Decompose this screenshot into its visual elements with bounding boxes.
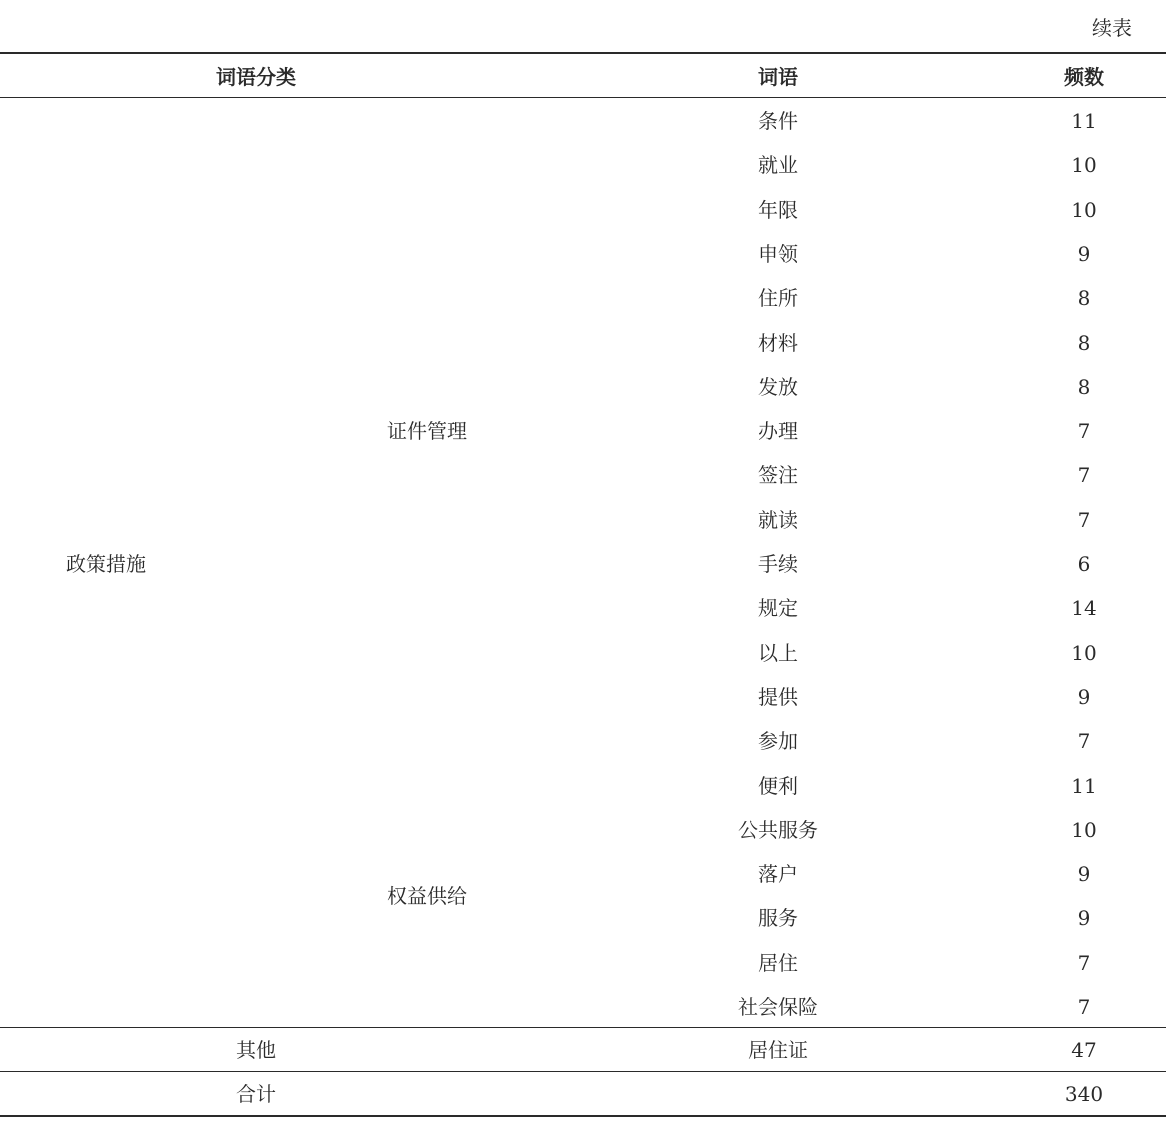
header-rule — [0, 97, 1166, 98]
word-cell: 申领 — [758, 242, 798, 266]
frequency-cell: 9 — [1077, 685, 1091, 709]
word-cell: 年限 — [758, 198, 798, 222]
top-rule — [0, 52, 1166, 54]
frequency-cell: 10 — [1071, 818, 1097, 842]
frequency-cell: 9 — [1077, 906, 1091, 930]
frequency-cell: 7 — [1077, 508, 1091, 532]
word-cell: 以上 — [758, 641, 798, 665]
total-label: 合计 — [236, 1082, 276, 1106]
word-cell: 参加 — [758, 729, 798, 753]
word-cell: 便利 — [758, 774, 798, 798]
word-cell: 办理 — [758, 419, 798, 443]
frequency-cell: 7 — [1077, 951, 1091, 975]
frequency-cell: 6 — [1077, 552, 1091, 576]
total-frequency: 340 — [1064, 1082, 1104, 1106]
frequency-cell: 7 — [1077, 995, 1091, 1019]
category-level1: 政策措施 — [66, 552, 146, 576]
word-cell: 提供 — [758, 685, 798, 709]
word-cell: 签注 — [758, 463, 798, 487]
frequency-cell: 10 — [1071, 641, 1097, 665]
frequency-cell: 14 — [1071, 596, 1097, 620]
word-cell: 社会保险 — [738, 995, 818, 1019]
word-cell: 就业 — [758, 153, 798, 177]
category-group-1: 证件管理 — [387, 419, 467, 443]
frequency-cell: 9 — [1077, 242, 1091, 266]
frequency-cell: 8 — [1077, 375, 1091, 399]
word-cell: 材料 — [758, 331, 798, 355]
frequency-cell: 11 — [1071, 109, 1097, 133]
frequency-cell: 11 — [1071, 774, 1097, 798]
header-category: 词语分类 — [216, 65, 296, 89]
word-cell: 住所 — [758, 286, 798, 310]
bottom-rule — [0, 1115, 1166, 1117]
other-frequency: 47 — [1071, 1038, 1097, 1062]
header-word: 词语 — [758, 65, 798, 89]
frequency-cell: 10 — [1071, 153, 1097, 177]
word-cell: 发放 — [758, 375, 798, 399]
word-cell: 公共服务 — [738, 818, 818, 842]
frequency-cell: 10 — [1071, 198, 1097, 222]
category-group-2: 权益供给 — [387, 884, 467, 908]
frequency-cell: 7 — [1077, 463, 1091, 487]
word-cell: 条件 — [758, 109, 798, 133]
frequency-cell: 8 — [1077, 286, 1091, 310]
frequency-cell: 7 — [1077, 729, 1091, 753]
table-continued-label: 续表 — [1092, 16, 1132, 40]
frequency-cell: 9 — [1077, 862, 1091, 886]
other-category: 其他 — [236, 1038, 276, 1062]
word-cell: 就读 — [758, 508, 798, 532]
word-cell: 手续 — [758, 552, 798, 576]
word-cell: 规定 — [758, 596, 798, 620]
frequency-cell: 7 — [1077, 419, 1091, 443]
header-frequency: 频数 — [1064, 65, 1104, 89]
word-cell: 落户 — [758, 862, 798, 886]
word-cell: 居住 — [758, 951, 798, 975]
frequency-cell: 8 — [1077, 331, 1091, 355]
other-word: 居住证 — [748, 1038, 808, 1062]
word-cell: 服务 — [758, 906, 798, 930]
